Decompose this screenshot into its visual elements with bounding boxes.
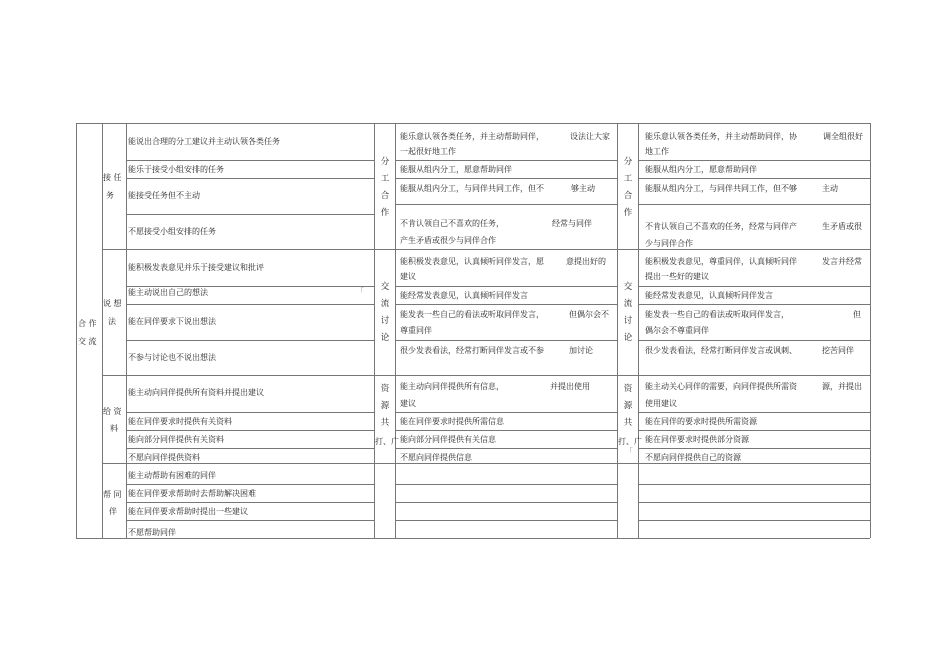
row-divider [126,502,374,503]
criterion-text: 能在同伴要求时提供所需信息 [400,417,504,426]
row-divider [126,430,374,431]
criterion-text: 地工作 [645,147,669,156]
criterion-text: 能服从组内分工，愿意帮助同伴 [645,165,757,174]
criterion-text: 能主动向同伴提供所有资料并提出建议 [128,388,264,397]
row-divider [638,484,870,485]
dimension-label-vertical: 资源共 [380,384,390,428]
criterion-text: 能在同伴要求帮助时提出一些建议 [128,507,248,516]
criterion-text: 调全组很好 [823,132,863,141]
table-border-top [76,123,870,124]
section-divider [102,249,870,250]
row-divider [395,412,617,413]
criterion-text: 意提出好的 [566,257,606,266]
criterion-text: 设法让大家 [570,132,610,141]
row-divider [638,412,870,413]
criterion-text: 能乐于接受小组安排的任务 [128,165,224,174]
row-divider [638,204,870,205]
table-border-left [76,123,77,538]
dimension-label: 帮 同 [103,490,122,499]
row-divider [395,304,617,305]
section-divider [102,463,870,464]
row-divider [395,204,617,205]
row-divider [126,412,374,413]
criterion-text: 能在同伴要求下说出想法 [128,317,216,326]
dimension-label: 伴 [109,507,117,516]
criterion-text: 发言并经常 [822,257,862,266]
criterion-text: 很少发表看法，经常打断同伴发言或不参 [400,346,544,355]
row-divider [638,448,870,449]
criterion-text: 主动 [822,184,838,193]
criterion-text: 能经常发表意见，认真倾听同伴发言 [645,291,773,300]
row-divider [126,448,374,449]
row-divider [395,286,617,287]
section-divider [102,375,870,376]
row-divider [126,214,374,215]
table-border-bottom [76,538,870,539]
criterion-text: 不参与讨论也不说出想法 [128,353,216,362]
criterion-text: 能乐意认领各类任务，并主动帮助同伴，协 [645,132,797,141]
row-divider [126,484,374,485]
row-divider [126,340,374,341]
criterion-text: 生矛盾或很 [822,222,862,231]
criterion-text: 加讨论 [569,346,593,355]
criterion-text: 能主动帮助有困难的同伴 [128,471,216,480]
dimension-label: 打、广 [618,437,642,446]
row-divider [395,502,617,503]
criterion-text: 很少发表看法，经常打断同伴发言或讽刺、 [645,346,797,355]
row-divider [638,286,870,287]
criterion-text: 挖苦同伴 [822,346,854,355]
row-divider [126,160,374,161]
criterion-text: 不愿帮助同伴 [128,528,176,537]
outer-category-label: 合 作 [78,319,97,328]
criterion-text: 提出一些好的建议 [645,272,709,281]
criterion-text: 能积极发表意见并乐于接受建议和批评 [128,263,264,272]
criterion-text: 不肯认领自己不喜欢的任务，经常与同伴产 [645,222,797,231]
stray-mark: 「 [625,447,633,456]
dimension-label: 料 [110,424,118,433]
criterion-text: 能经常发表意见，认真倾听同伴发言 [400,291,528,300]
criterion-text: 能乐意认领各类任务，并主动帮助同伴， [400,132,544,141]
column-divider [102,123,103,538]
row-divider [395,520,617,521]
column-divider [374,123,375,538]
column-divider [395,123,396,538]
row-divider [395,484,617,485]
criterion-text: 不肯认领自己不喜欢的任务， [400,219,504,228]
row-divider [395,178,617,179]
outer-category-label: 交 流 [78,337,97,346]
criterion-text: 不愿向同伴提供信息 [400,453,472,462]
dimension-label: 接 任 [103,173,122,182]
criterion-text: 能说出合理的分工建议并主动认领各类任务 [128,137,280,146]
criterion-text: 不愿向同伴提供资料 [128,453,200,462]
criterion-text: 但 [853,310,861,319]
criterion-text: 尊重同伴 [400,326,432,335]
criterion-text: 能主动关心同伴的需要，向同伴提供所需资 [645,382,797,391]
column-divider [617,123,618,538]
criterion-text: 不愿向同伴提供自己的资源 [645,453,741,462]
criterion-text: 能发表一些自己的看法或听取同伴发言， [645,310,789,319]
criterion-text: 偶尔会不尊重同伴 [645,326,709,335]
row-divider [638,502,870,503]
dimension-label-vertical: 交流讨论 [623,282,633,343]
criterion-text: 建议 [400,272,416,281]
criterion-text: 使用建议 [645,399,677,408]
criterion-text: 能向部分同伴提供有关资料 [128,435,224,444]
criterion-text: 能在同伴要求时提供有关资料 [128,417,232,426]
row-divider [638,304,870,305]
dimension-label: 给 资 [103,407,122,416]
row-divider [638,520,870,521]
criterion-text: 能积极发表意见，尊重同伴，认真倾听同伴 [645,257,797,266]
dimension-label: 务 [106,191,114,200]
criterion-text: 能主动向同伴提供所有信息， [400,382,504,391]
column-divider [638,123,639,538]
dimension-label: 法 [108,317,116,326]
row-divider [638,430,870,431]
criterion-text: 够主动 [571,184,595,193]
row-divider [638,178,870,179]
criterion-text: 能接受任务但不主动 [128,191,200,200]
row-divider [395,430,617,431]
row-divider [126,304,374,305]
row-divider [395,340,617,341]
dimension-label-vertical: 资源共 [623,384,633,428]
criterion-text: 能积极发表意见，认真倾听同伴发言，愿 [400,257,544,266]
column-divider [126,123,127,538]
criterion-text: 经常与同伴 [552,219,592,228]
row-divider [638,160,870,161]
criterion-text: 能在同伴要求帮助时去帮助解决困难 [128,489,256,498]
criterion-text: 能向部分同伴提供有关信息 [400,435,496,444]
dimension-label-vertical: 分工合作 [380,157,390,218]
criterion-text: 并提出使用 [550,382,590,391]
dimension-label-vertical: 分工合作 [623,157,633,218]
dimension-label: 说 想 [103,299,122,308]
criterion-text: 不愿接受小组安排的任务 [128,227,216,236]
criterion-text: 源，并提出 [822,382,862,391]
criterion-text: 能在同伴要求时提供部分资源 [645,435,749,444]
criterion-text: 但偶尔会不 [569,310,609,319]
stray-mark: 「 [356,287,364,296]
criterion-text: 能服从组内分工，与同伴共同工作，但不 [400,184,544,193]
row-divider [126,178,374,179]
criterion-text: 能在同伴的要求时提供所需资源 [645,417,757,426]
row-divider [395,160,617,161]
criterion-text: 能发表一些自己的看法或听取同伴发言， [400,310,544,319]
dimension-label-vertical: 交流讨论 [380,282,390,343]
criterion-text: 能服从组内分工，愿意帮助同伴 [400,165,512,174]
criterion-text: 能主动说出自己的想法 [128,288,208,297]
criterion-text: 能服从组内分工，与同伴共同工作，但不够 [645,184,797,193]
row-divider [126,520,374,521]
row-divider [395,448,617,449]
table-border-right [870,123,871,538]
criterion-text: 建议 [400,399,416,408]
criterion-text: 少与同伴合作 [645,239,693,248]
row-divider [638,340,870,341]
dimension-label: 打、广 [375,437,399,446]
criterion-text: 产生矛盾或很少与同伴合作 [400,236,496,245]
criterion-text: 一起很好地工作 [400,147,456,156]
